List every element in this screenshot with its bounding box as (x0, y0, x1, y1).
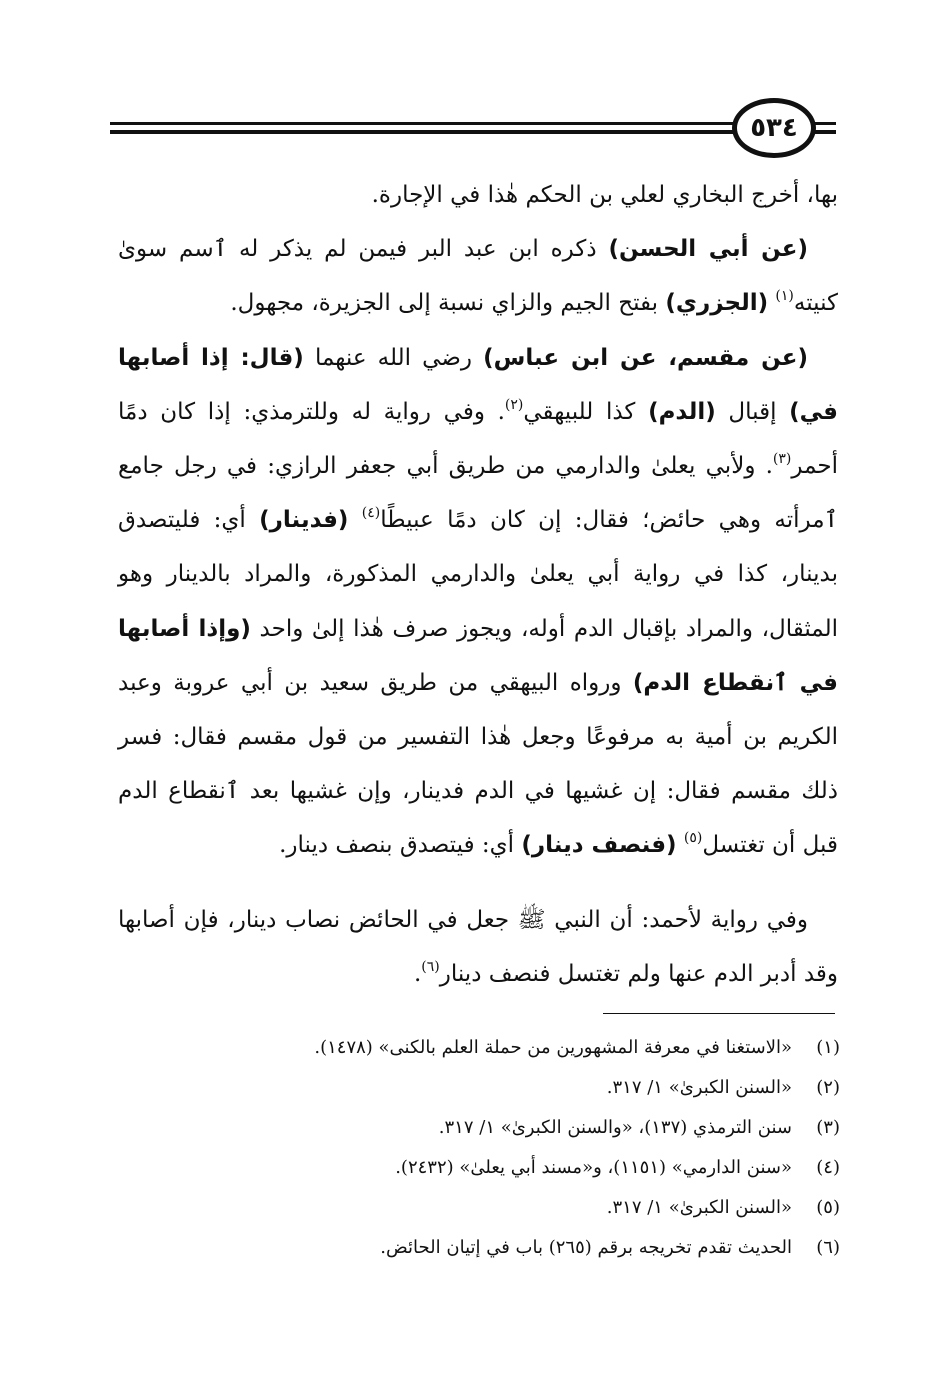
bold-quote: (فدينار) (259, 507, 349, 534)
footnote-text: «السنن الكبرىٰ» ١/ ٣١٧. (606, 1197, 792, 1218)
footnote-ref: (٤) (361, 505, 381, 522)
paragraph-1: بها، أخرج البخاري لعلي بن الحكم هٰذا في الإجارة. (371, 182, 838, 208)
header-rule (110, 122, 836, 132)
bold-quote: (الدم) (648, 398, 716, 425)
main-text (118, 168, 838, 1001)
footnote-ref: (٢) (504, 396, 524, 413)
footnote-1 (118, 1028, 840, 1068)
footnote-ref: (٦) (421, 958, 440, 975)
footnote-2 (118, 1068, 840, 1108)
text-run: كذا للبيهقي (523, 398, 649, 425)
bold-quote: (الجزري) (665, 290, 769, 317)
text-run: ذكره ابن عبد البر فيمن لم يذكر له ٱسم سوىٰ كنيته (118, 236, 838, 317)
paragraph-3 (118, 331, 838, 873)
footnote-text: «الاستغنا في معرفة المشهورين من حملة العلم بالكنى» (١٤٧٨). (314, 1037, 792, 1058)
page-number: ٥٣٤ (732, 98, 816, 158)
text-run: بفتح الجيم والزاي نسبة إلى الجزيرة، مجهول. (230, 290, 666, 317)
text-run: . ولأبي يعلىٰ والدارمي من طريق أبي جعفر الرازي: في رجل جامع ٱمرأته وهي حائض؛ فقال: إن كان دمًا عبيطًا (118, 453, 839, 534)
footnote-text: الحديث تقدم تخريجه برقم (٢٦٥) باب في إتيان الحائض. (380, 1237, 792, 1258)
footnote-text: سنن الترمذي (١٣٧)، «والسنن الكبرىٰ» ١/ ٣١٧. (438, 1117, 792, 1138)
text-run: وفي رواية لأحمد: أن النبي ﷺ جعل في الحائض نصاب دينار، فإن أصابها وقد أدبر الدم عنها ولم تغتسل فنصف دينار (118, 906, 838, 987)
footnote-5 (118, 1188, 840, 1228)
bold-quote: (وإذا أصابها في ٱنقطاع الدم) (118, 615, 838, 696)
footnote-number: (٢) (816, 1077, 840, 1098)
footnote-3 (118, 1108, 840, 1148)
footnote-text: «سنن الدارمي» (١١٥١)، و«مسند أبي يعلىٰ» (٢٤٣٢). (395, 1157, 792, 1178)
bold-quote: (فنصف دينار) (521, 832, 677, 859)
bold-quote: (قال: إذا أصابها في) (118, 344, 838, 425)
footnote-4 (118, 1148, 840, 1188)
text-run: أي: فيتصدق بنصف دينار. (279, 832, 522, 859)
text-run: أي: فليتصدق بدينار، كذا في رواية أبي يعلىٰ والدارمي المذكورة، والمراد بالدينار وهو المثقال، والمراد بإقبال الدم أوله، ويجوز صرف هٰذا إلىٰ واحد (118, 507, 838, 642)
text-run (677, 832, 684, 858)
footnote-text: «السنن الكبرىٰ» ١/ ٣١٧. (606, 1077, 792, 1098)
footnotes (118, 1028, 840, 1268)
text-run: رضي الله عنهما (303, 344, 484, 371)
text-run: . وفي رواية له وللترمذي: إذا كان دمًا أحمر (118, 398, 838, 480)
footnote-separator (603, 1013, 835, 1014)
paragraph-4 (118, 893, 838, 1001)
footnote-ref: (٥) (683, 830, 703, 847)
text-run: إقبال (715, 398, 790, 425)
text-run (348, 507, 361, 533)
footnote-ref: (١) (775, 288, 794, 305)
footnote-number: (١) (816, 1037, 840, 1058)
footnote-number: (٣) (816, 1117, 840, 1138)
text-run: . (413, 960, 422, 987)
page-header (110, 96, 836, 162)
text-run: ورواه البيهقي من طريق سعيد بن أبي عروبة وعبد الكريم بن أمية به مرفوعًا وجعل هٰذا التفسير من قول مقسم فقال: فسر ذلك مقسم فقال: إن غشيها في الدم فدينار، وإن غشيها بعد ٱنقطاع الدم قبل أن تغتسل (118, 669, 838, 859)
bold-quote: (عن أبي الحسن) (608, 236, 809, 263)
footnote-ref: (٣) (772, 451, 792, 468)
bold-quote: (عن مقسم، عن ابن عباس) (483, 344, 808, 371)
header-rule-thin (110, 132, 836, 134)
footnote-number: (٦) (816, 1237, 840, 1258)
paragraph-2 (118, 222, 838, 330)
footnote-number: (٤) (816, 1157, 840, 1178)
footnote-6 (118, 1228, 840, 1268)
footnote-number: (٥) (816, 1197, 840, 1218)
